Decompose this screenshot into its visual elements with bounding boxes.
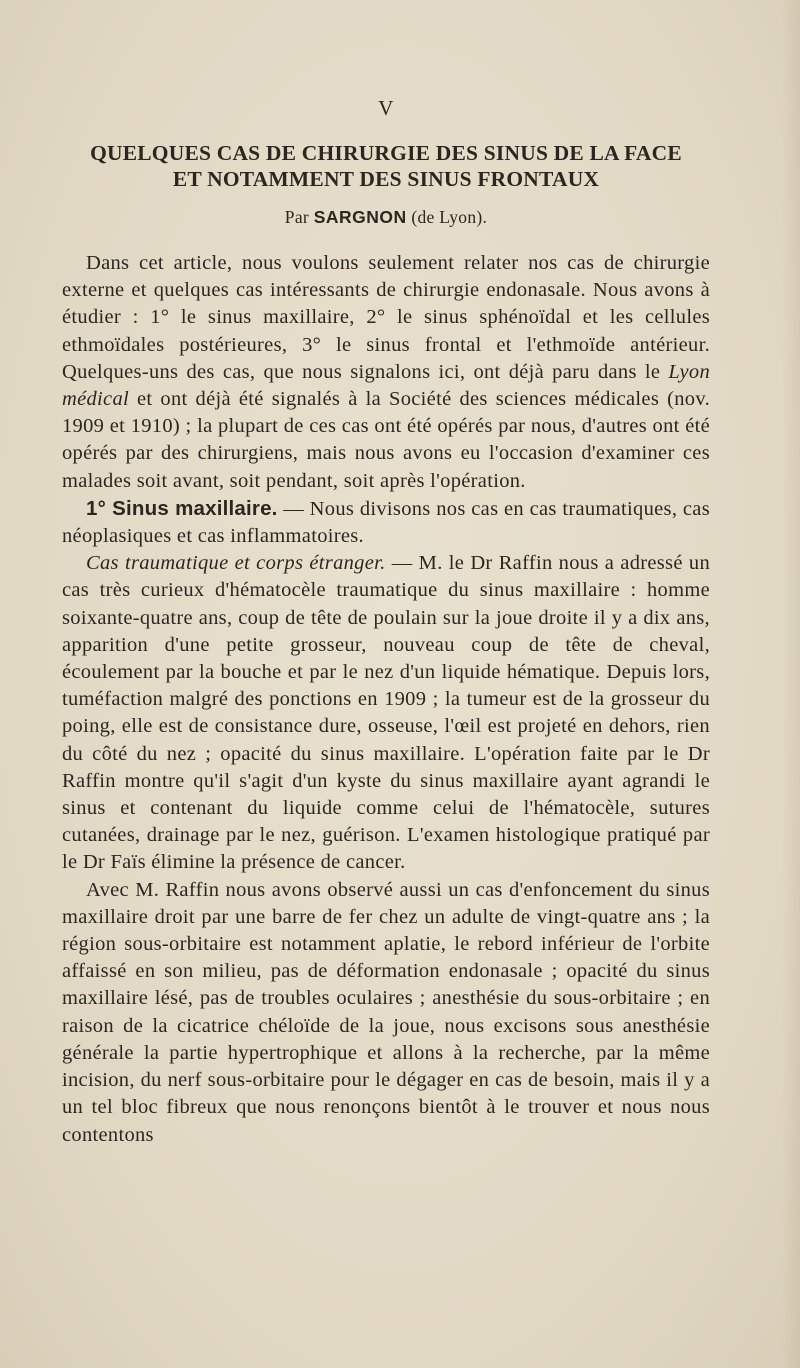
section-1-heading: 1° Sinus maxillaire. [86,496,278,520]
article-title [62,140,710,192]
page-edge-shadow [782,0,800,1368]
journal-name: Lyon médical [62,360,710,411]
byline-prefix: Par [284,207,314,227]
intro-text-before: Dans cet article, nous voulons seulement relater nos cas de chirurgie externe et quelques cas intéressants de chirurgie endonasale. Nous avons à étudier : 1° le sinus maxillaire, 2° le sinus sphénoïdal et les cellules ethmoïdales postérieures, 3° le sinus frontal et l'ethmoïde antérieur. Quelques-uns des cas, que nous signalons ici, ont déjà paru dans le [62,252,710,383]
byline [62,206,710,228]
section-1-paragraph [62,495,710,550]
title-line-2: ET NOTAMMENT DES SINUS FRONTAUX [172,167,600,191]
author-name: SARGNON [313,207,407,227]
section-1-text: — Nous divisons nos cas en cas traumatiques, cas néoplasiques et cas inflammatoires. [62,497,710,548]
case-1-paragraph [62,550,710,876]
intro-text-after: et ont déjà été signalés à la Société des sciences médicales (nov. 1909 et 1910) ; la plupart de ces cas ont été opérés par nous, d'autres ont été opérés par des chirurgiens, mais nous avons eu l'occasion d'examiner ces malades soit avant, soit pendant, soit après l'opération. [62,388,710,492]
chapter-number: V [378,96,394,120]
intro-paragraph [62,250,710,495]
case-1-heading: Cas traumatique et corps étranger. [86,552,386,575]
case-2-paragraph [62,877,710,1149]
byline-affiliation: (de Lyon). [406,207,488,227]
article-body [62,96,710,1149]
case-1-text: — M. le Dr Raffin nous a adressé un cas très curieux d'hématocèle traumatique du sinus maxillaire : homme soixante-quatre ans, coup de tête de poulain sur la joue droite il y a dix ans, apparition d'une petite grosseur, nouveau coup de tête de cheval, écoulement par la bouche et par le nez d'un liquide hématique. Depuis lors, tuméfaction malgré des ponctions en 1909 ; la tumeur est de la grosseur du poing, elle est de consistance dure, osseuse, l'œil est projeté en dehors, rien du côté du nez ; opacité du sinus maxillaire. L'opération faite par le Dr Raffin montre qu'il s'agit d'un kyste du sinus maxillaire ayant agrandi le sinus et contenant du liquide comme celui de l'hématocèle, sutures cutanées, drainage par le nez, guérison. L'examen histologique pratiqué par le Dr Faïs élimine la présence de cancer. [62,552,710,874]
title-line-1: QUELQUES CAS DE CHIRURGIE DES SINUS DE LA FACE [90,141,682,165]
case-2-text: Avec M. Raffin nous avons observé aussi un cas d'enfoncement du sinus maxillaire droit par une barre de fer chez un adulte de vingt-quatre ans ; la région sous-orbitaire est notamment aplatie, le rebord inférieur de l'orbite affaissé en son milieu, pas de déformation endonasale ; opacité du sinus maxillaire lésé, pas de troubles oculaires ; anesthésie du sous-orbitaire ; en raison de la cicatrice chéloïde de la joue, nous excisons sous anesthésie générale la partie hypertrophique et allons à la recherche, par la même incision, du nerf sous-orbitaire pour le dégager en cas de besoin, mais il y a un tel bloc fibreux que nous renonçons bientôt à le trouver et nous nous contentons [62,878,710,1146]
